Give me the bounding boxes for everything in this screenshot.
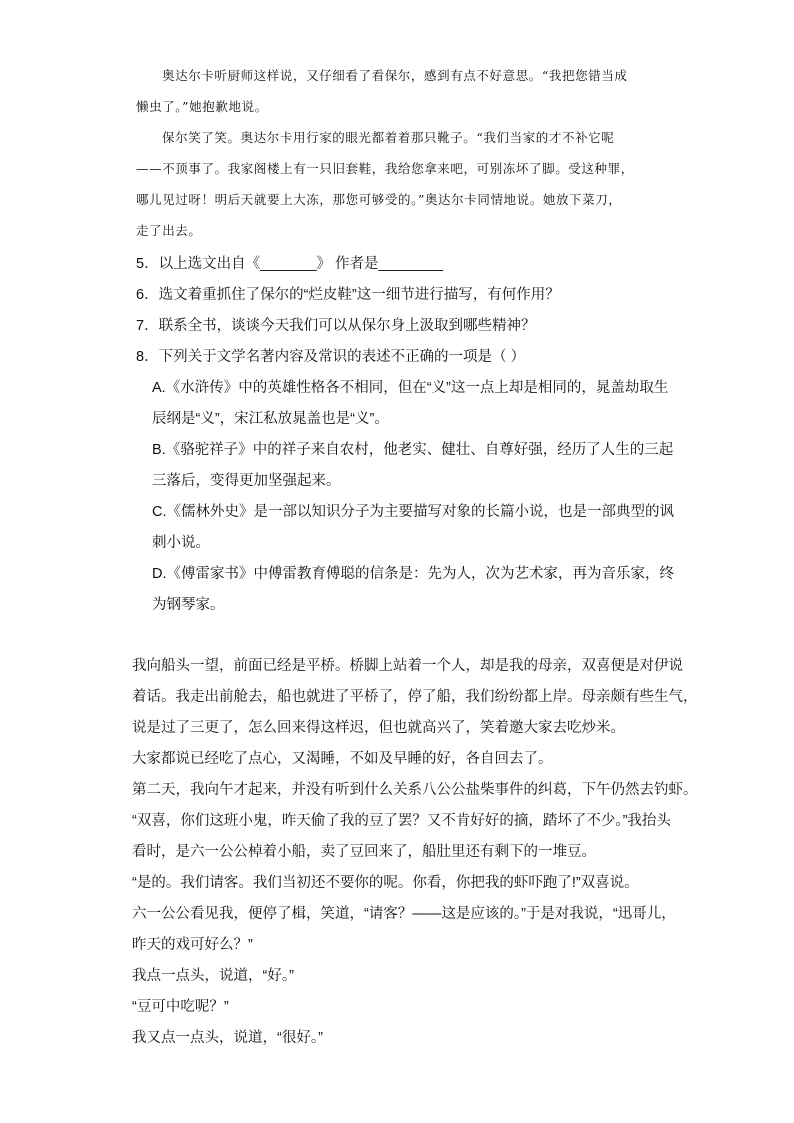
text-line: B.《骆驼祥子》中的祥子来自农村，他老实、健壮、自尊好强，经历了人生的三起	[152, 442, 674, 458]
text-line: A.《水浒传》中的英雄性格各不相同，但在“义”这一点上却是相同的，晁盖劫取生	[152, 380, 669, 396]
text-line: 为钢琴家。	[152, 597, 225, 613]
excerpt-paragraph-1	[136, 60, 662, 122]
text-line: “豆可中吃呢？”	[132, 999, 229, 1015]
text-line: C.《儒林外史》是一部以知识分子为主要描写对象的长篇小说，也是一部典型的讽	[152, 504, 674, 520]
option-a	[152, 373, 672, 435]
text-line: 看时，是六一公公棹着小船，卖了豆回来了，船肚里还有剩下的一堆豆。	[132, 844, 596, 860]
text-line: 哪儿见过呀！明后天就要上大冻，那您可够受的。”奥达尔卡同情地说。她放下菜刀，	[136, 192, 622, 207]
text-line: D.《傅雷家书》中傅雷教育傅聪的信条是：先为人，次为艺术家，再为音乐家，终	[152, 566, 674, 582]
text-line: 奥达尔卡听厨师这样说，又仔细看了看保尔，感到有点不好意思。“我把您错当成	[162, 68, 628, 83]
text-line: 三落后，变得更加坚强起来。	[152, 473, 341, 489]
text-line: 辰纲是“义”，宋江私放晁盖也是“义”。	[152, 411, 389, 427]
text-line: 保尔笑了笑。奥达尔卡用行家的眼光都着着那只靴子。“我们当家的才不补它呢	[162, 130, 615, 145]
excerpt-paragraph-2	[136, 122, 662, 246]
text-line: 我向船头一望，前面已经是平桥。桥脚上站着一个人，却是我的母亲，双喜便是对伊说	[132, 658, 683, 674]
text-line: 刺小说。	[152, 535, 210, 551]
text-line: 第二天，我向午才起来，并没有听到什么关系八公公盐柴事件的纠葛，下午仍然去钓虾。	[132, 782, 698, 798]
text-line: “双喜，你们这班小鬼，昨天偷了我的豆了罢？又不肯好好的摘，踏坏了不少。”我抬头	[132, 813, 671, 829]
option-b	[152, 435, 672, 497]
text-line: 懒虫了。”她抱歉地说。	[136, 99, 268, 114]
text-line: 说是过了三更了，怎么回来得这样迟，但也就高兴了，笑着邀大家去吃炒米。	[132, 720, 625, 736]
text-line: 我又点一点头，说道，“很好。”	[132, 1030, 323, 1046]
question-7: 7．联系全书，谈谈今天我们可以从保尔身上汲取到哪些精神？	[136, 318, 536, 334]
text-line: ——不顶事了。我家阁楼上有一只旧套鞋，我给您拿来吧，可别冻坏了脚。受这种罪，	[136, 161, 634, 176]
text-line: 昨天的戏可好么？”	[132, 937, 253, 953]
option-d	[152, 559, 672, 621]
passage-2	[132, 651, 698, 1054]
question-8: 8．下列关于文学名著内容及常识的表述不正确的一项是（ ）	[136, 349, 526, 365]
text-line: 着话。我走出前舱去，船也就进了平桥了，停了船，我们纷纷都上岸。母亲颇有些生气，	[132, 689, 698, 705]
question-6: 6．选文着重抓住了保尔的“烂皮鞋”这一细节进行描写，有何作用？	[136, 287, 560, 303]
text-line: 走了出去。	[136, 223, 202, 238]
option-c	[152, 497, 672, 559]
text-line: 我点一点头，说道，“好。”	[132, 968, 294, 984]
text-line: 六一公公看见我，便停了楫，笑道，“请客？——这是应该的。”于是对我说，“迅哥儿，	[132, 906, 676, 922]
text-line: 大家都说已经吃了点心，又渴睡，不如及早睡的好，各自回去了。	[132, 751, 553, 767]
question-5: 5．以上选文出自《_______》 作者是________	[136, 256, 444, 272]
text-line: “是的。我们请客。我们当初还不要你的呢。你看，你把我的虾吓跑了!”双喜说。	[132, 875, 639, 891]
